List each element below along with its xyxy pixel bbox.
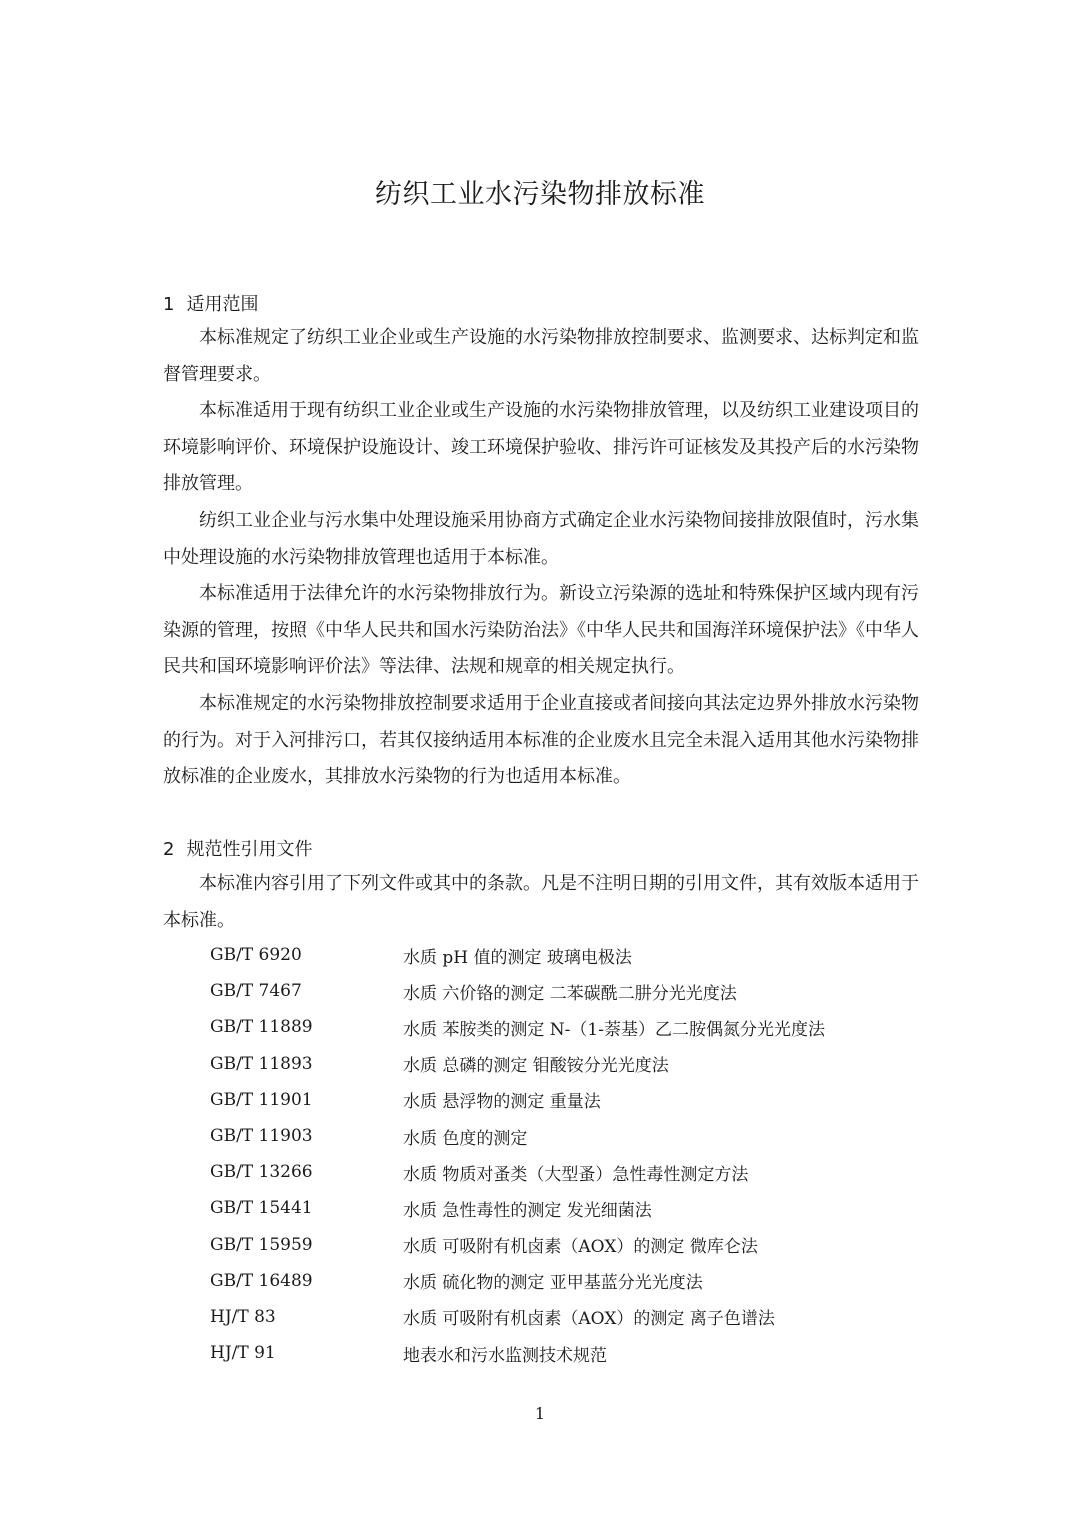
section-1-body — [163, 320, 919, 796]
reference-code: GB/T 7467 — [210, 981, 302, 1002]
reference-row — [210, 1154, 825, 1190]
reference-code: GB/T 16489 — [210, 1270, 313, 1291]
section-2-body — [163, 866, 919, 939]
reference-title: 地表水和污水监测技术规范 — [403, 1345, 607, 1366]
reference-code: HJ/T 91 — [210, 1343, 276, 1364]
section-1-heading — [163, 290, 258, 316]
reference-row — [210, 973, 825, 1009]
document-title: 纺织工业水污染物排放标准 — [375, 179, 705, 210]
reference-title: 水质 总磷的测定 钼酸铵分光光度法 — [403, 1056, 669, 1077]
section-1-paragraph: 本标准适用于法律允许的水污染物排放行为。新设立污染源的选址和特殊保护区域内现有污染源的管理，按照《中华人民共和国水污染防治法》《中华人民共和国海洋环境保护法》《中华人民共和国环境影响评价法》等法律、法规和规章的相关规定执行。 — [163, 583, 919, 678]
section-2-intro: 本标准内容引用了下列文件或其中的条款。凡是不注明日期的引用文件，其有效版本适用于本标准。 — [163, 873, 919, 931]
reference-row — [210, 1190, 825, 1226]
reference-title: 水质 悬浮物的测定 重量法 — [403, 1092, 601, 1113]
reference-row — [210, 1082, 825, 1118]
page-number: 1 — [534, 1404, 546, 1423]
section-1-paragraph: 本标准规定了纺织工业企业或生产设施的水污染物排放控制要求、监测要求、达标判定和监督管理要求。 — [163, 327, 919, 385]
reference-code: GB/T 11903 — [210, 1126, 313, 1147]
reference-row — [210, 1046, 825, 1082]
reference-row — [210, 1299, 825, 1335]
reference-title: 水质 硫化物的测定 亚甲基蓝分光光度法 — [403, 1273, 703, 1294]
reference-row — [210, 937, 825, 973]
reference-code: GB/T 13266 — [210, 1162, 313, 1183]
reference-title: 水质 物质对蚤类（大型蚤）急性毒性测定方法 — [403, 1164, 749, 1185]
reference-code: GB/T 15441 — [210, 1198, 313, 1219]
reference-row — [210, 1335, 825, 1371]
reference-title: 水质 色度的测定 — [403, 1128, 528, 1149]
reference-code: HJ/T 83 — [210, 1306, 276, 1327]
reference-title: 水质 六价铬的测定 二苯碳酰二肼分光光度法 — [403, 983, 737, 1004]
section-2-heading — [163, 835, 312, 861]
reference-list — [210, 937, 825, 1371]
section-1-paragraph: 本标准规定的水污染物排放控制要求适用于企业直接或者间接向其法定边界外排放水污染物的行为。对于入河排污口，若其仅接纳适用本标准的企业废水且完全未混入适用其他水污染物排放标准的企业废水，其排放水污染物的行为也适用本标准。 — [163, 692, 919, 788]
reference-row — [210, 1263, 825, 1299]
reference-title: 水质 pH 值的测定 玻璃电极法 — [403, 947, 632, 968]
reference-title: 水质 苯胺类的测定 N-（1-萘基）乙二胺偶氮分光光度法 — [403, 1019, 825, 1040]
reference-code: GB/T 15959 — [210, 1234, 313, 1255]
section-1-paragraph: 纺织工业企业与污水集中处理设施采用协商方式确定企业水污染物间接排放限值时，污水集中处理设施的水污染物排放管理也适用于本标准。 — [163, 509, 919, 568]
reference-code: GB/T 11889 — [210, 1017, 313, 1038]
reference-row — [210, 1009, 825, 1045]
reference-code: GB/T 6920 — [210, 945, 302, 966]
reference-row — [210, 1118, 825, 1154]
section-1-number: 1 — [163, 294, 175, 315]
reference-code: GB/T 11901 — [210, 1089, 313, 1110]
reference-code: GB/T 11893 — [210, 1053, 313, 1074]
section-2-title: 规范性引用文件 — [186, 839, 313, 860]
reference-title: 水质 可吸附有机卤素（AOX）的测定 微库仑法 — [403, 1237, 758, 1258]
section-2-number: 2 — [163, 839, 175, 860]
section-1-title: 适用范围 — [186, 294, 259, 315]
section-1-paragraph: 本标准适用于现有纺织工业企业或生产设施的水污染物排放管理，以及纺织工业建设项目的环境影响评价、环境保护设施设计、竣工环境保护验收、排污许可证核发及其投产后的水污染物排放管理。 — [163, 400, 919, 495]
reference-row — [210, 1227, 825, 1263]
reference-title: 水质 急性毒性的测定 发光细菌法 — [403, 1200, 652, 1221]
reference-title: 水质 可吸附有机卤素（AOX）的测定 离子色谱法 — [403, 1309, 775, 1330]
